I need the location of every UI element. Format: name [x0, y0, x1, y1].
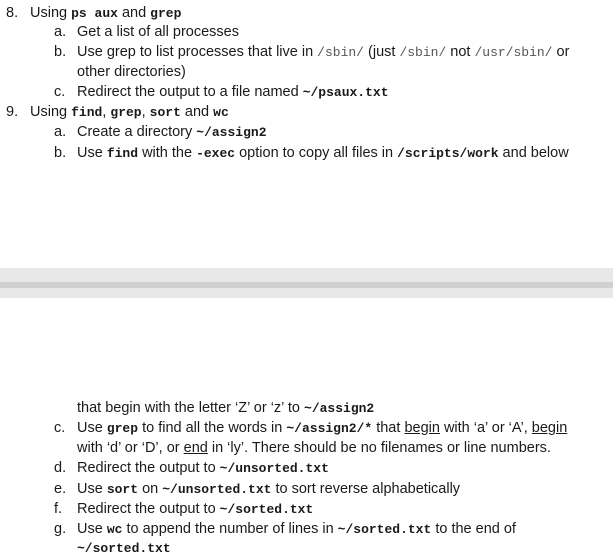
item-9g-text-3: to the end of: [431, 521, 516, 537]
path-usr-sbin: /usr/sbin/: [474, 45, 553, 60]
item-8c-text: Redirect the output to a file named: [77, 84, 303, 100]
file-psaux: ~/psaux.txt: [302, 85, 389, 100]
item-9d: [54, 458, 329, 478]
item-8a-label: a.: [54, 24, 67, 40]
item-9g-text-1: Use: [77, 521, 107, 537]
item-9c-text-2: to find all the words in: [138, 420, 287, 436]
item-9d-text: Redirect the output to: [77, 460, 220, 476]
underline-end: end: [183, 440, 208, 456]
item-8b-text-4: or: [552, 44, 570, 60]
item-9b: [54, 143, 569, 163]
cmd-grep-2: grep: [110, 105, 142, 120]
item-9-sep-2: ,: [141, 104, 150, 120]
item-9b-text-1: Use: [77, 145, 107, 161]
file-sorted-3: ~/sorted.txt: [77, 541, 171, 556]
item-8b-line-2: other directories): [77, 64, 186, 80]
path-assign2-all: ~/assign2/*: [286, 421, 373, 436]
item-9c-text-3: that: [372, 420, 405, 436]
dir-assign2: ~/assign2: [196, 125, 267, 140]
cmd-ps-aux: ps aux: [71, 6, 118, 21]
item-8b-text-1: Use grep to list processes that live in: [77, 44, 318, 60]
cmd-grep: grep: [150, 6, 182, 21]
item-9-mid: and: [180, 104, 214, 120]
item-9a-label: a.: [54, 124, 67, 140]
underline-begin-1: begin: [404, 420, 440, 436]
item-9e-text-1: Use: [77, 481, 107, 497]
item-9c-text-1: Use: [77, 420, 107, 436]
cmd-grep-3: grep: [106, 421, 139, 436]
item-9e-label: e.: [54, 481, 67, 497]
cmd-wc-2: wc: [106, 522, 123, 537]
item-9c: [54, 418, 568, 438]
dir-assign2-2: ~/assign2: [304, 401, 375, 416]
item-8-number: 8.: [6, 5, 19, 21]
item-9d-label: d.: [54, 460, 67, 476]
item-8b-label: b.: [54, 44, 67, 60]
underline-begin-2: begin: [531, 420, 568, 436]
item-9c-label: c.: [54, 420, 66, 436]
item-8a-text: Get a list of all processes: [77, 24, 239, 40]
item-9c-text-4: with ‘a’ or ‘A’,: [439, 420, 532, 436]
item-8a: [54, 22, 239, 42]
item-9a: [54, 122, 267, 142]
item-9b-label: b.: [54, 145, 67, 161]
item-9e-text-3: to sort reverse alphabetically: [271, 481, 461, 497]
item-9g-label: g.: [54, 521, 67, 537]
item-9b-text-3: option to copy all files in: [235, 145, 398, 161]
item-9b-continued: [77, 398, 374, 419]
page-break: [0, 268, 613, 298]
item-8c: [54, 82, 389, 102]
page-bottom: [0, 298, 613, 559]
file-unsorted-2: ~/unsorted.txt: [162, 482, 272, 497]
dir-scripts-work: /scripts/work: [397, 146, 499, 161]
item-9a-text: Create a directory: [77, 124, 197, 140]
cmd-find: find: [71, 105, 103, 120]
item-8b-text-3: not: [446, 44, 475, 60]
item-9-pre: Using: [30, 104, 72, 120]
item-9-heading: [6, 102, 229, 122]
item-9-sep-1: ,: [102, 104, 111, 120]
item-9c-line-2a: with ‘d’ or ‘D’, or: [77, 440, 184, 456]
file-sorted-2: ~/sorted.txt: [337, 522, 432, 537]
cmd-find-2: find: [106, 146, 139, 161]
item-9e-text-2: on: [138, 481, 163, 497]
item-9f: [54, 499, 314, 519]
opt-exec: -exec: [196, 146, 236, 161]
item-9c-line-2b: in ‘ly’. There should be no filenames or line numbers.: [207, 440, 551, 456]
item-9f-text: Redirect the output to: [77, 501, 220, 517]
item-9g: [54, 519, 516, 539]
file-unsorted: ~/unsorted.txt: [219, 461, 329, 476]
item-8c-label: c.: [54, 84, 66, 100]
cmd-wc: wc: [213, 105, 229, 120]
path-sbin: /sbin/: [317, 45, 364, 60]
item-9b-cont-text: that begin with the letter ‘Z’ or ‘z’ to: [77, 400, 305, 416]
item-9f-label: f.: [54, 501, 63, 517]
item-9e: [54, 479, 461, 499]
cmd-sort-2: sort: [106, 482, 139, 497]
item-8b: [54, 42, 570, 62]
item-9b-text-4: and below: [498, 145, 569, 161]
item-8-heading: [6, 3, 182, 23]
item-8b-text-2: (just: [363, 44, 400, 60]
page-top: [0, 0, 613, 268]
item-9g-text-2: to append the number of lines in: [122, 521, 338, 537]
file-sorted: ~/sorted.txt: [219, 502, 314, 517]
item-9b-text-2: with the: [138, 145, 197, 161]
item-8-pre: Using: [30, 5, 72, 21]
item-9-number: 9.: [6, 104, 19, 120]
path-sbin-2: /sbin/: [399, 45, 447, 60]
item-8-mid: and: [117, 5, 151, 21]
item-9c-line-2: [77, 438, 551, 458]
cmd-sort: sort: [149, 105, 181, 120]
